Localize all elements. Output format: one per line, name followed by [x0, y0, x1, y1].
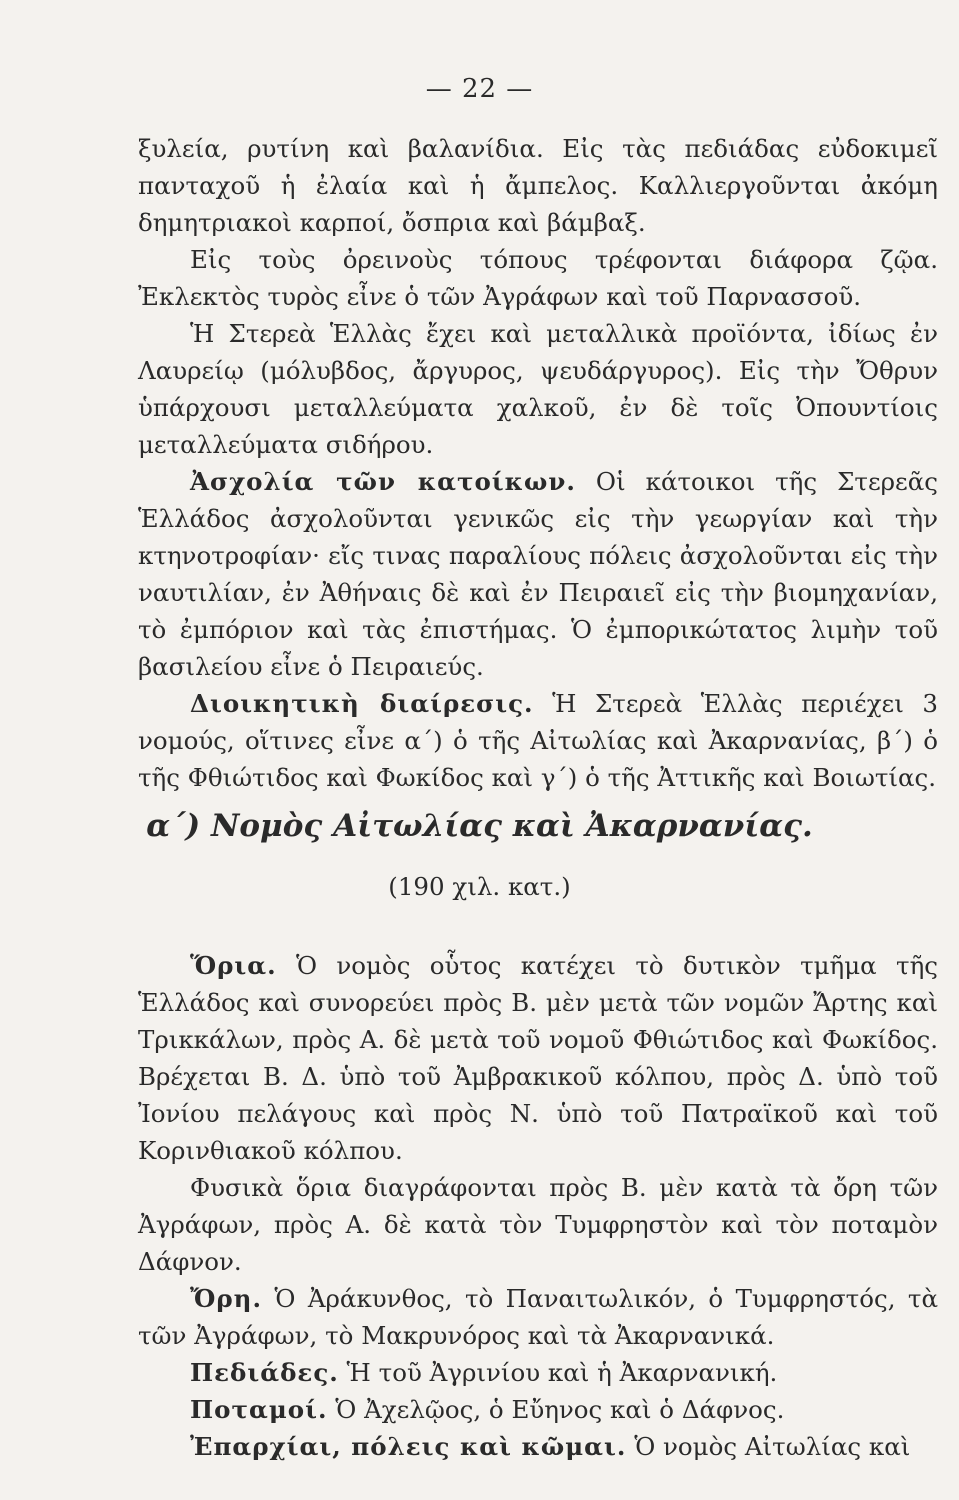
- paragraph-text: Φυσικὰ ὅρια διαγράφονται πρὸς Β. μὲν κατὰ τὰ ὄρη τῶν Ἀγράφων, πρὸς Α. δὲ κατὰ τὸν Τυμφρηστὸν καὶ τὸν ποταμὸν Δάφνον.: [138, 1173, 938, 1276]
- paragraph-lead: Ὄρη.: [190, 1284, 262, 1313]
- paragraph-text: ξυλεία, ρυτίνη καὶ βαλανίδια. Εἰς τὰς πεδιάδας εὐδοκιμεῖ πανταχοῦ ἡ ἐλαία καὶ ἡ ἄμπελος. Καλλιεργοῦνται ἀκόμη δημητριακοὶ καρποί, ὄσπρια καὶ βάμβαξ.: [138, 134, 938, 237]
- paragraph-text: Ἡ Στερεὰ Ἑλλὰς ἔχει καὶ μεταλλικὰ προϊόντα, ἰδίως ἐν Λαυρείῳ (μόλυβδος, ἄργυρος, ψευδάργυρος). Εἰς τὴν Ὄθρυν ὑπάρχουσι μεταλλεύματα χαλκοῦ, ἐν δὲ τοῖς Ὀπουντίοις μεταλλεύματα σιδήρου.: [138, 319, 938, 459]
- paragraph-administration: [138, 685, 938, 796]
- paragraph-text: Ἡ τοῦ Ἀγρινίου καὶ ἡ Ἀκαρνανική.: [338, 1358, 778, 1387]
- paragraph-lead: Ὅρια.: [190, 951, 277, 980]
- paragraph-text: Εἰς τοὺς ὀρεινοὺς τόπους τρέφονται διάφορα ζῷα. Ἐκλεκτὸς τυρὸς εἶνε ὁ τῶν Ἀγράφων καὶ τοῦ Παρνασσοῦ.: [138, 245, 938, 311]
- paragraph-products: [138, 130, 938, 241]
- section-subheading: (190 χιλ. κατ.): [388, 872, 571, 901]
- paragraph-plains: [138, 1354, 938, 1391]
- paragraph-text: Ὁ νομὸς Αἰτωλίας καὶ: [626, 1432, 911, 1461]
- paragraph-lead: Διοικητικὴ διαίρεσις.: [190, 689, 534, 718]
- paragraph-mountains: [138, 1280, 938, 1354]
- paragraph-text: Ὁ Ἀχελῷος, ὁ Εὔηνος καὶ ὁ Δάφνος.: [327, 1395, 785, 1424]
- paragraph-lead: Ἐπαρχίαι, πόλεις καὶ κῶμαι.: [190, 1432, 627, 1461]
- paragraph-minerals: [138, 315, 938, 463]
- paragraph-borders: [138, 947, 938, 1169]
- section-heading: α΄) Νομὸς Αἰτωλίας καὶ Ἀκαρνανίας.: [146, 808, 813, 844]
- main-text-block: [138, 947, 938, 1465]
- paragraph-lead: Ποταμοί.: [190, 1395, 328, 1424]
- paragraph-lead: Πεδιάδες.: [190, 1358, 339, 1387]
- paragraph-text: Ὁ νομὸς οὗτος κατέχει τὸ δυτικὸν τμῆμα τῆς Ἑλλάδος καὶ συνορεύει πρὸς Β. μὲν μετὰ τῶν νομῶν Ἄρτης καὶ Τρικκάλων, πρὸς Α. δὲ μετὰ τοῦ νομοῦ Φθιώτιδος καὶ Φωκίδος. Βρέχεται Β. Δ. ὑπὸ τοῦ Ἀμβρακικοῦ κόλπου, πρὸς Δ. ὑπὸ τοῦ Ἰονίου πελάγους καὶ πρὸς Ν. ὑπὸ τοῦ Πατραϊκοῦ καὶ τοῦ Κορινθιακοῦ κόλπου.: [138, 951, 938, 1165]
- paragraph-text: Ὁ Ἀράκυνθος, τὸ Παναιτωλικόν, ὁ Τυμφρηστός, τὰ τῶν Ἀγράφων, τὸ Μακρυνόρος καὶ τὰ Ἀκαρνανικά.: [138, 1284, 938, 1350]
- paragraph-natural-borders: [138, 1169, 938, 1280]
- paragraph-occupations: [138, 463, 938, 685]
- paragraph-provinces: [138, 1428, 938, 1465]
- paragraph-rivers: [138, 1391, 938, 1428]
- paragraph-animals: [138, 241, 938, 315]
- paragraph-lead: Ἀσχολία τῶν κατοίκων.: [190, 467, 576, 496]
- intro-text-block: [138, 130, 938, 796]
- paragraph-text: Οἱ κάτοικοι τῆς Στερεᾶς Ἑλλάδος ἀσχολοῦνται γενικῶς εἰς τὴν γεωργίαν καὶ τὴν κτηνοτροφίαν· εἴς τινας παραλίους πόλεις ἀσχολοῦνται εἰς τὴν ναυτιλίαν, ἐν Ἀθήναις δὲ καὶ ἐν Πειραιεῖ εἰς τὴν βιομηχανίαν, τὸ ἐμπόριον καὶ τὰς ἐπιστήμας. Ὁ ἐμπορικώτατος λιμὴν τοῦ βασιλείου εἶνε ὁ Πειραιεύς.: [138, 467, 939, 681]
- paragraph-text: Ἡ Στερεὰ Ἑλλὰς περιέχει 3 νομούς, οἵτινες εἶνε α΄) ὁ τῆς Αἰτωλίας καὶ Ἀκαρνανίας, β΄) ὁ τῆς Φθιώτιδος καὶ Φωκίδος καὶ γ΄) ὁ τῆς Ἀττικῆς καὶ Βοιωτίας.: [138, 689, 938, 792]
- page-number: — 22 —: [425, 74, 534, 104]
